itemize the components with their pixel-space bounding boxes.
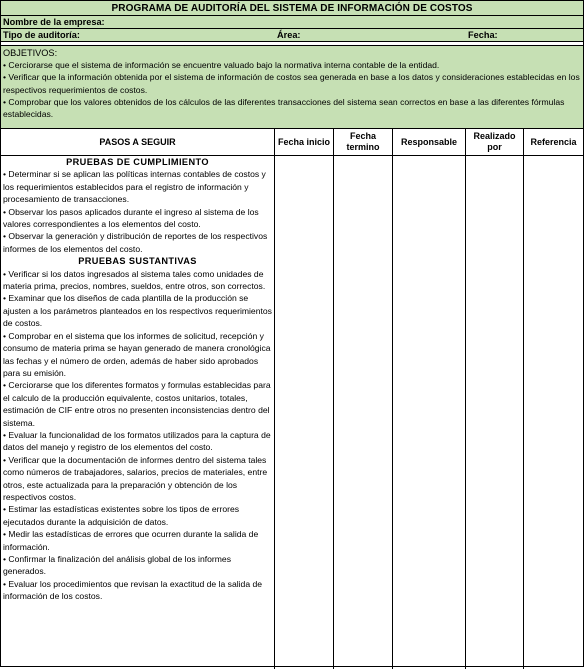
company-name-label: Nombre de la empresa: — [3, 17, 105, 27]
audit-type-row — [1, 29, 583, 42]
substantive-step: • Evaluar la funcionalidad de los formatos utilizados para la captura de datos del manejo y registro de los elementos del costo. — [3, 429, 271, 453]
compliance-tests-heading: PRUEBAS DE CUMPLIMIENTO — [66, 157, 209, 167]
substantive-step: • Evaluar los procedimientos que revisan la exactitud de la salida de información de los costos. — [3, 578, 263, 602]
responsible-header: Responsable — [393, 129, 465, 156]
substantive-tests-heading: PRUEBAS SUSTANTIVAS — [78, 256, 197, 267]
objective-item: • Comprobar que los valores obtenidos de los cálculos de las diferentes transacciones del sistema sean correctos en base a las diferentes fórmulas establecidas. — [3, 96, 565, 120]
steps-list — [1, 156, 274, 603]
document-title: PROGRAMA DE AUDITORÍA DEL SISTEMA DE INFORMACIÓN DE COSTOS — [1, 1, 583, 16]
responsible-column — [393, 129, 466, 669]
start-date-column — [275, 129, 334, 669]
compliance-step: • Observar la generación y distribución de reportes de los respectivos informes de los elementos del costo. — [3, 231, 268, 254]
steps-column — [1, 129, 275, 669]
audit-type-label: Tipo de auditoría: — [3, 30, 80, 40]
end-date-header: Fecha termino — [334, 129, 392, 156]
steps-table — [1, 129, 583, 669]
area-label: Área: — [277, 30, 301, 40]
compliance-step: • Observar los pasos aplicados durante el ingreso al sistema de los valores correspondientes a los elementos del costo. — [3, 206, 259, 230]
reference-column — [524, 129, 583, 669]
substantive-step: • Comprobar en el sistema que los informes de solicitud, recepción y consumo de materia prima se hayan generado de manera cronológica las fechas y el número de orden, además de haber sido aprobados para su emisión. — [3, 330, 271, 378]
done-by-header: Realizado por — [466, 129, 523, 156]
substantive-step: • Examinar que los diseños de cada plantilla de la producción se ajusten a los parámetros planteados en los respectivos requerimientos de costos. — [3, 293, 272, 329]
company-name-row — [1, 16, 583, 29]
date-label: Fecha: — [468, 30, 498, 40]
end-date-column — [334, 129, 393, 669]
substantive-step: • Estimar las estadísticas existentes sobre los tipos de errores ejecutados durante la adquisición de datos. — [3, 504, 240, 527]
reference-header: Referencia — [524, 129, 583, 156]
done-by-column — [466, 129, 524, 669]
objectives-heading: OBJETIVOS: — [3, 48, 58, 58]
substantive-step: • Cerciorarse que los diferentes formatos y formulas establecidas para el calculo de la producción equivalente, costos unitarios, totales, estimación de CIF entre otros no presenten inconsistencias dentro del sistema. — [3, 380, 271, 428]
objective-item: • Verificar que la información obtenida por el sistema de información de costos sea generada en base a los datos y consideraciones establecidas en los respectivos requerimientos de costos. — [3, 72, 580, 95]
substantive-step: • Medir las estadísticas de errores que ocurren durante la salida de información. — [3, 529, 259, 552]
start-date-header: Fecha inicio — [275, 129, 333, 156]
substantive-step: • Verificar que la documentación de informes dentro del sistema tales como números de trabajadores, salarios, precios de materiales, entre otros, este actualizada para la preparación y obtención de los respectivos costos. — [3, 454, 268, 502]
substantive-step: • Confirmar la finalización del análisis global de los informes generados. — [3, 554, 231, 577]
objective-item: • Cerciorarse que el sistema de información se encuentre valuado bajo la normativa interna contable de la entidad. — [3, 60, 440, 71]
compliance-step: • Determinar si se aplican las políticas internas contables de costos y los requerimientos establecidos para el registro de información y procesamiento de transacciones. — [3, 169, 266, 205]
steps-header: PASOS A SEGUIR — [1, 129, 274, 156]
objectives-section — [1, 46, 583, 129]
substantive-step: • Verificar si los datos ingresados al sistema tales como unidades de materia prima, precios, nombres, sueldos, entre otros, son correctos. — [3, 268, 266, 292]
